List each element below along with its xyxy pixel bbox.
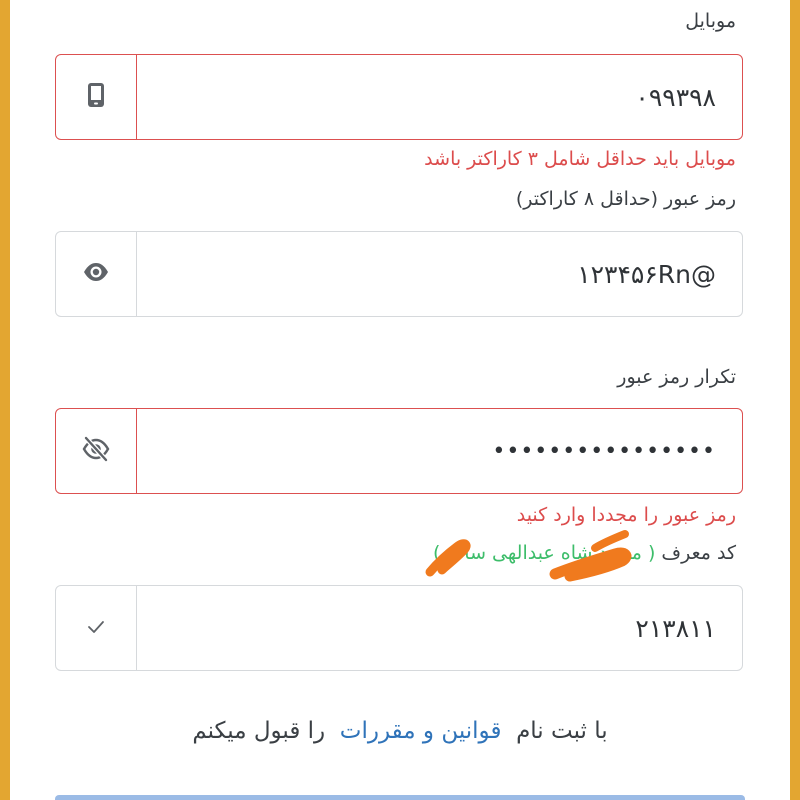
- mobile-phone-icon: [87, 82, 105, 112]
- terms-prefix: با ثبت نام: [516, 718, 608, 744]
- referrer-name: ( محمد شاه عبدالهی ساب ): [432, 542, 656, 564]
- password-input[interactable]: ۱۲۳۴۵۶Rn@: [577, 259, 716, 289]
- password-confirm-label: تکرار رمز عبور: [617, 366, 736, 388]
- mobile-addon: [56, 55, 137, 139]
- terms-suffix: را قبول میکنم: [192, 718, 326, 744]
- check-icon: [87, 619, 105, 638]
- referral-field[interactable]: [55, 585, 743, 671]
- mobile-input[interactable]: ۰۹۹۳۹۸: [635, 82, 716, 112]
- mobile-error: موبایل باید حداقل شامل ۳ کاراکتر باشد: [424, 148, 736, 170]
- referral-input[interactable]: ۲۱۳۸۱۱: [635, 613, 716, 643]
- mobile-field[interactable]: [55, 54, 743, 140]
- password-confirm-input[interactable]: ••••••••••••••••: [492, 438, 716, 464]
- password-confirm-toggle[interactable]: [56, 409, 137, 493]
- registration-form: [10, 0, 790, 800]
- terms-row: [10, 718, 790, 744]
- mobile-label: موبایل: [685, 10, 736, 32]
- referral-label: کد معرف: [661, 542, 736, 564]
- referral-label-row: [433, 542, 736, 564]
- eye-icon[interactable]: [82, 262, 110, 286]
- password-toggle[interactable]: [56, 232, 137, 316]
- referral-addon: [56, 586, 137, 670]
- terms-link[interactable]: قوانین و مقررات: [339, 718, 502, 744]
- submit-button[interactable]: [55, 795, 745, 800]
- password-confirm-error: رمز عبور را مجددا وارد کنید: [516, 504, 736, 526]
- eye-slash-icon[interactable]: [82, 436, 110, 466]
- password-confirm-field[interactable]: [55, 408, 743, 494]
- password-label: رمز عبور (حداقل ۸ کاراکتر): [515, 188, 736, 210]
- password-field[interactable]: [55, 231, 743, 317]
